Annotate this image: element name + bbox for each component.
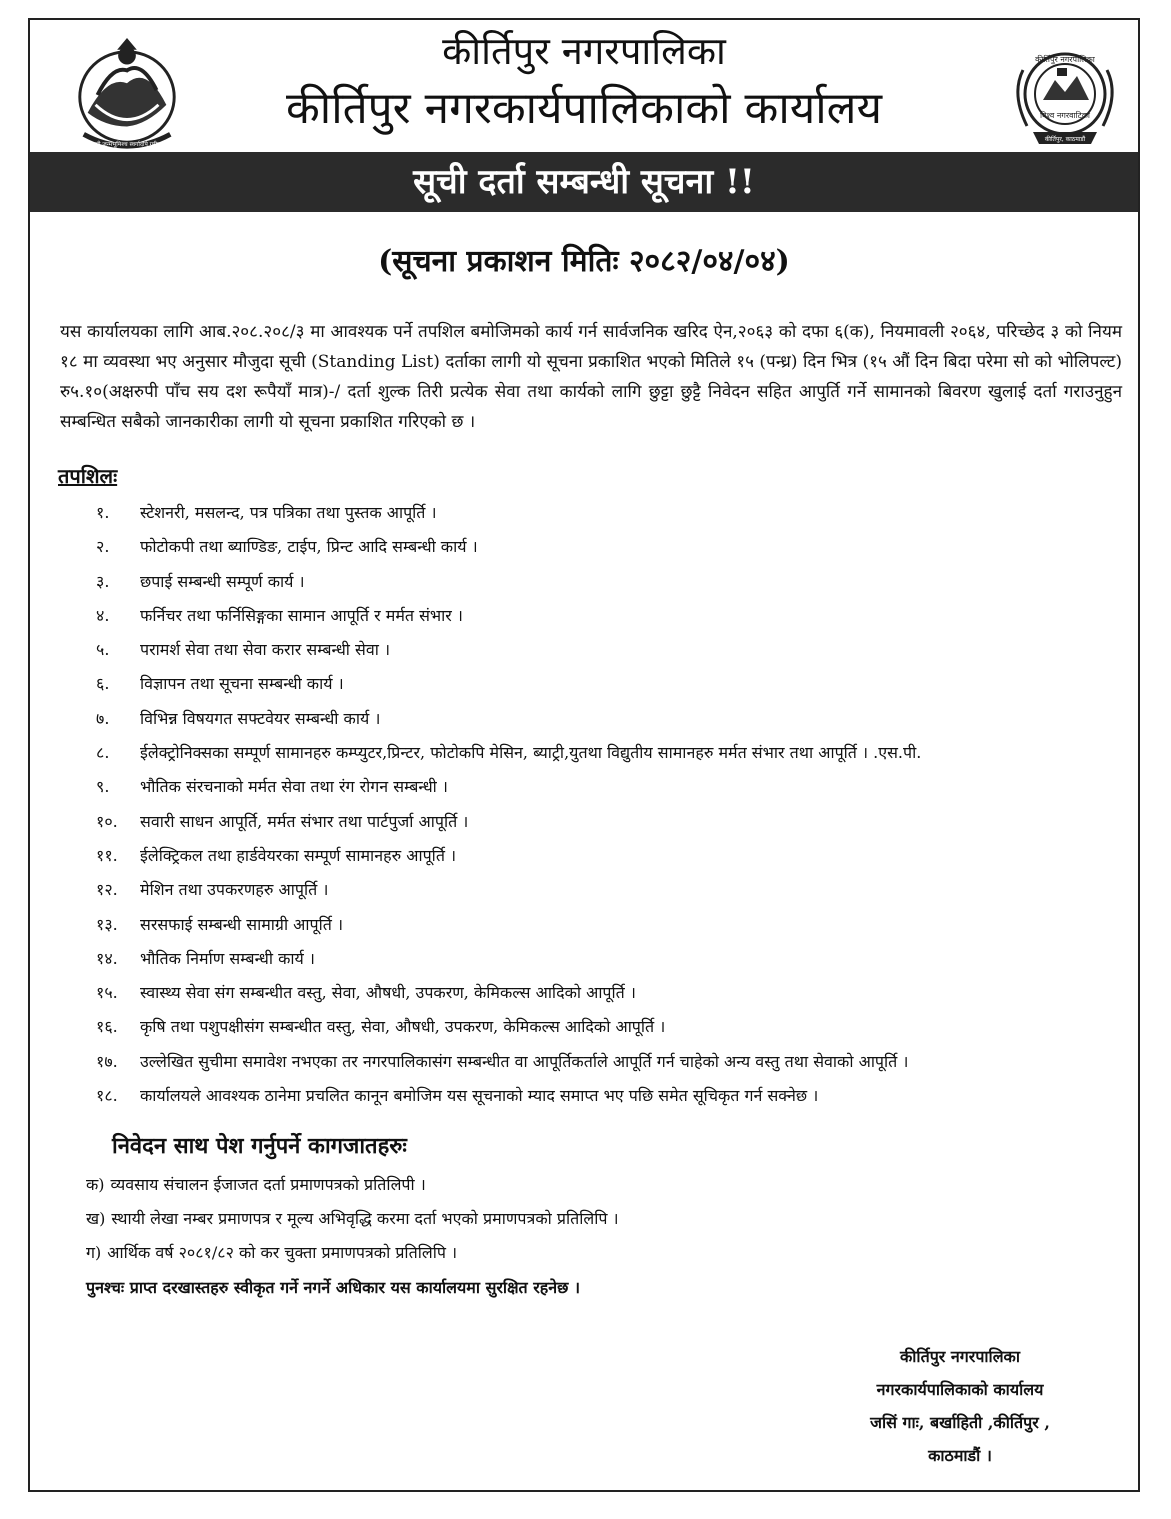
doc-label: ख) (86, 1209, 106, 1228)
doc-text: व्यवसाय संचालन ईजाजत दर्ता प्रमाणपत्रको प्रतिलिपी । (110, 1175, 426, 1194)
item-number: ५. (96, 640, 110, 660)
item-number: १५. (96, 983, 118, 1003)
doc-text: आर्थिक वर्ष २०८१/८२ को कर चुक्ता प्रमाणपत्रको प्रतिलिपि । (107, 1243, 458, 1262)
list-item (96, 567, 1136, 601)
list-item (96, 738, 1136, 772)
list-item (96, 772, 1136, 806)
item-text: भौतिक निर्माण सम्बन्धी कार्य । (140, 948, 315, 968)
postscript-note: पुनश्चः प्राप्त दरखास्तहरु स्वीकृत गर्ने नगर्ने अधिकार यस कार्यालयमा सुरक्षित रहनेछ । (86, 1278, 581, 1297)
doc-label: ग) (86, 1243, 102, 1262)
service-list (96, 498, 1136, 1115)
list-item (96, 1081, 1136, 1115)
municipality-name: कीर्तिपुर नगरपालिका (442, 29, 726, 73)
intro-paragraph: यस कार्यालयका लागि आब.२०८.२०८/३ मा आवश्यक पर्ने तपशिल बमोजिमको कार्य गर्न सार्वजनिक खरिद ऐन,२०६३ को दफा ६(क), नियमावली २०६४, परिच्छेद ३ को नियम १८ मा व्यवस्था भए अनुसार मौजुदा सूची (Standing List) दर्ताका लागी यो सूचना प्रकाशित भएको मितिले १५ (पन्ध्र) दिन भित्र (१५ औं दिन बिदा परेमा सो को भोलिपल्ट) रु५.१०(अक्षरुपी पाँच सय दश रूपैयाँ मात्र)-/ दर्ता शुल्क तिरी प्रत्येक सेवा तथा कार्यको लागि छुट्टा छुट्टै निवेदन सहित आपुर्ति गर्ने सामानको बिवरण खुलाई दर्ता गराउनुहुन सम्बन्धित सबैको जानकारीका लागी यो सूचना प्रकाशित गरिएको छ । (60, 322, 1122, 432)
item-text: सरसफाई सम्बन्धी सामाग्री आपूर्ति । (140, 914, 344, 934)
svg-text:विश्व नगरवाटिका: विश्व नगरवाटिका (1040, 111, 1090, 120)
notice-title-banner: सूची दर्ता सम्बन्धी सूचना !! (30, 152, 1138, 212)
item-text: ईलेक्ट्रिकल तथा हार्डवेयरका सम्पूर्ण सामानहरु आपूर्ति । (140, 845, 457, 865)
item-number: १०. (96, 811, 118, 831)
item-text: भौतिक संरचनाको मर्मत सेवा तथा रंग रोगन सम्बन्धी । (140, 777, 448, 797)
list-item (96, 601, 1136, 635)
signature-line: जसिं गाः, बर्खाहिती ,कीर्तिपुर , (870, 1413, 1050, 1432)
list-item (86, 1238, 1126, 1272)
list-item (96, 635, 1136, 669)
list-item (96, 1012, 1136, 1046)
item-text: स्टेशनरी, मसलन्द, पत्र पत्रिका तथा पुस्तक आपूर्ति । (140, 503, 437, 522)
item-number: १७. (96, 1051, 118, 1071)
notice-frame (28, 18, 1140, 1492)
list-item (96, 669, 1136, 703)
list-item (96, 498, 1136, 532)
kirtipur-municipality-logo-icon (1005, 40, 1125, 150)
item-text: उल्लेखित सुचीमा समावेश नभएका तर नगरपालिकासंग सम्बन्धीत वा आपूर्तिकर्ताले आपूर्ति गर्न चाहेको अन्य वस्तु तथा सेवाको आपूर्ति । (140, 1051, 909, 1071)
item-text: विज्ञापन तथा सूचना सम्बन्धी कार्य । (140, 674, 344, 694)
svg-text:कीर्तिपुर, काठमाडौं: कीर्तिपुर, काठमाडौं (1044, 136, 1086, 143)
item-number: २. (96, 537, 110, 557)
list-item (96, 875, 1136, 909)
item-text: विभिन्न विषयगत सफ्टवेयर सम्बन्धी कार्य । (140, 708, 381, 728)
list-item (86, 1204, 1126, 1238)
signature-line: नगरकार्यपालिकाको कार्यालय (876, 1380, 1044, 1399)
list-item (96, 910, 1136, 944)
documents-heading: निवेदन साथ पेश गर्नुपर्ने कागजातहरुः (112, 1133, 407, 1159)
list-item (96, 978, 1136, 1012)
list-item (86, 1170, 1126, 1204)
item-number: १३. (96, 914, 118, 934)
list-item (96, 704, 1136, 738)
list-heading: तपशिलः (58, 464, 118, 488)
office-name: कीर्तिपुर नगरकार्यपालिकाको कार्यालय (286, 83, 882, 134)
item-text: कृषि तथा पशुपक्षीसंग सम्बन्धीत वस्तु, सेवा, औषधी, उपकरण, केमिकल्स आदिको आपूर्ति । (140, 1017, 666, 1037)
doc-label: क) (86, 1175, 105, 1194)
item-text: छपाई सम्बन्धी सम्पूर्ण कार्य । (140, 571, 305, 591)
item-number: ११. (96, 845, 118, 865)
item-text: ईलेक्ट्रोनिक्सका सम्पूर्ण सामानहरु कम्प्युटर,प्रिन्टर, फोटोकपि मेसिन, ब्याट्री,युतथा विद्युतीय सामानहरु मर्मत संभार तथा आपूर्ति । .एस.पी. (140, 743, 922, 763)
item-text: सवारी साधन आपूर्ति, मर्मत संभार तथा पार्टपुर्जा आपूर्ति । (140, 811, 469, 831)
list-item (96, 532, 1136, 566)
item-number: १६. (96, 1017, 118, 1037)
item-number: १. (96, 503, 110, 522)
item-text: स्वास्थ्य सेवा संग सम्बन्धीत वस्तु, सेवा, औषधी, उपकरण, केमिकल्स आदिको आपूर्ति । (140, 983, 636, 1003)
svg-text:जननी जन्मभूमिश्च स्वर्गादपि गर: जननी जन्मभूमिश्च स्वर्गादपि गरीयसी (88, 142, 166, 149)
list-item (96, 944, 1136, 978)
signature-block (790, 1340, 1130, 1472)
item-number: १८. (96, 1086, 118, 1106)
list-item (96, 807, 1136, 841)
item-number: ९. (96, 777, 110, 797)
signature-line: कीर्तिपुर नगरपालिका (900, 1347, 1020, 1366)
item-number: ४. (96, 605, 110, 625)
item-number: १४. (96, 948, 118, 968)
svg-text:कीर्तिपुर नगरपालिका: कीर्तिपुर नगरपालिका (1035, 55, 1095, 64)
signature-line: काठमाडौं । (928, 1446, 992, 1465)
doc-text: स्थायी लेखा नम्बर प्रमाणपत्र र मूल्य अभिवृद्धि करमा दर्ता भएको प्रमाणपत्रको प्रतिलिपि । (111, 1209, 619, 1228)
item-text: फोटोकपी तथा ब्याण्डिङ, टाईप, प्रिन्ट आदि सम्बन्धी कार्य । (140, 537, 478, 557)
item-text: परामर्श सेवा तथा सेवा करार सम्बन्धी सेवा । (140, 640, 391, 660)
item-number: ७. (96, 708, 110, 728)
item-number: ६. (96, 674, 110, 694)
list-item (96, 841, 1136, 875)
item-number: १२. (96, 880, 118, 900)
item-text: मेशिन तथा उपकरणहरु आपूर्ति । (140, 880, 329, 900)
item-text: फर्निचर तथा फर्निसिङ्गका सामान आपूर्ति र मर्मत संभार । (140, 605, 463, 625)
item-text: कार्यालयले आवश्यक ठानेमा प्रचलित कानून बमोजिम यस सूचनाको म्याद समाप्त भए पछि समेत सूचिकृत गर्न सक्नेछ । (140, 1086, 819, 1106)
documents-list (86, 1170, 1126, 1272)
item-number: ८. (96, 743, 110, 763)
list-item (96, 1047, 1136, 1081)
publication-date: (सूचना प्रकाशन मितिः २०८२/०४/०४) (378, 244, 790, 279)
item-number: ३. (96, 571, 110, 591)
notice-header (30, 20, 1138, 152)
